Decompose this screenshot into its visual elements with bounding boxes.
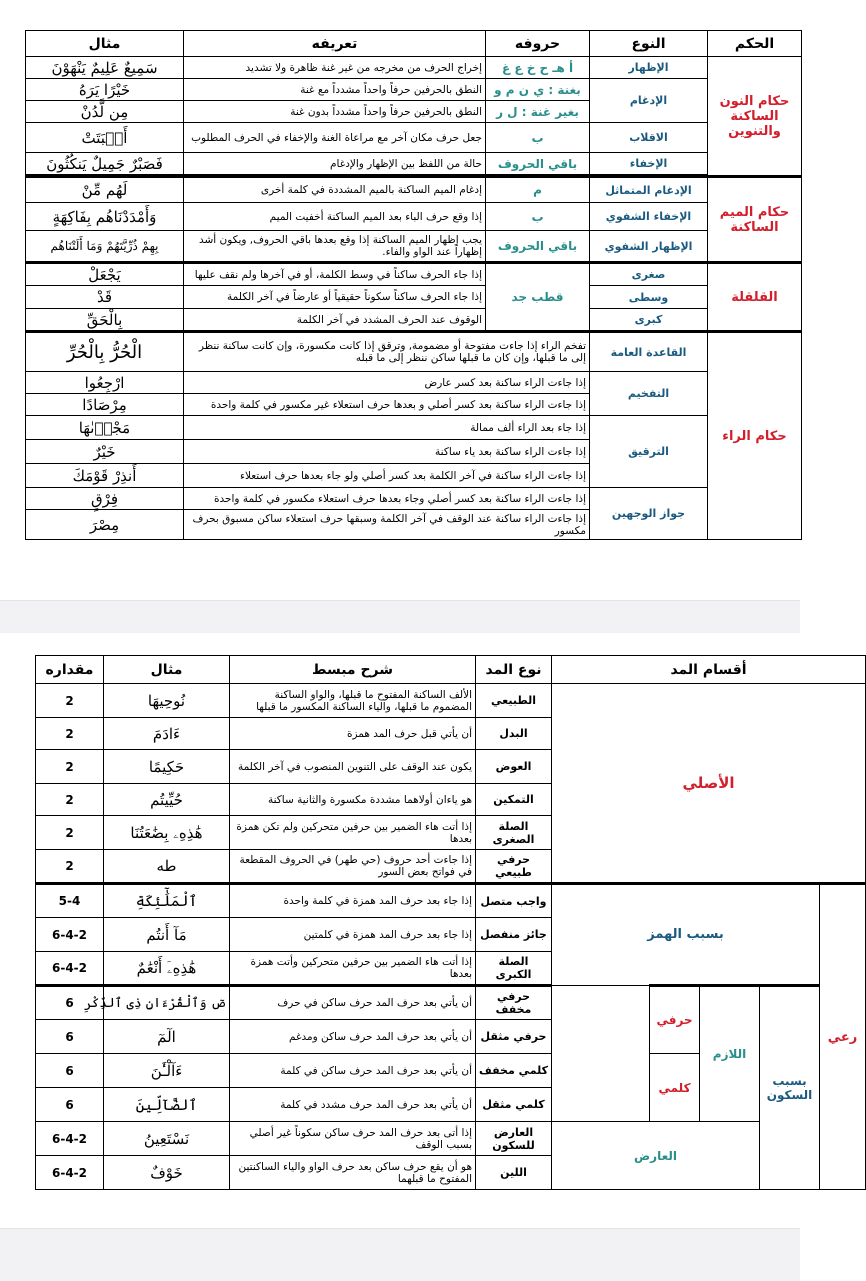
madd-type-cell: حرفي طبيعي xyxy=(476,850,552,884)
type-cell: القاعدة العامة xyxy=(590,332,708,372)
madd-amount-cell: 6 xyxy=(36,986,104,1020)
madd-explanation-cell: إذا أتى بعد حرف المد حرف ساكن سكوناً غير أصلي بسبب الوقف xyxy=(230,1122,476,1156)
letters-cell: بغير غنة : ل ر xyxy=(486,101,590,123)
type-cell: الإدغام xyxy=(590,79,708,123)
definition-cell: إذا وقع حرف الباء بعد الميم الساكنة أخفيت الميم xyxy=(184,203,486,231)
tajweed-sheet-madd xyxy=(0,633,858,1228)
madd-amount-cell: 6-4-2 xyxy=(36,1156,104,1190)
type-cell: الاقلاب xyxy=(590,123,708,153)
table-row xyxy=(36,986,866,1020)
madd-type-cell: العوض xyxy=(476,750,552,784)
madd-type-cell: الصلة الكبرى xyxy=(476,952,552,986)
definition-cell: إذا جاءت الراء ساكنة بعد ياء ساكنة xyxy=(184,440,590,464)
madd-type-cell: كلمي مثقل xyxy=(476,1088,552,1122)
madd-amount-cell: 2 xyxy=(36,850,104,884)
letters-cell: ب xyxy=(486,123,590,153)
madd-example-cell: هَٰذِهِۦ بِضَٰعَتُنَا xyxy=(104,816,230,850)
madd-example-cell: هَٰذِهِۦٓ أَنْعَٰمٌ xyxy=(104,952,230,986)
madd-type-cell: العارض للسكون xyxy=(476,1122,552,1156)
example-cell: بِهِمْ ذُرِّيَّتَهُمْ وَمَا أَلَتْنَاهُم xyxy=(26,231,184,263)
madd-amount-cell: 2 xyxy=(36,750,104,784)
example-cell: لَهُم مِّنْ xyxy=(26,177,184,203)
header-definition: تعريفه xyxy=(184,31,486,57)
madd-type-cell: حرفي مخفف xyxy=(476,986,552,1020)
table-row xyxy=(36,1122,866,1156)
madd-explanation-cell: هو أن يقع حرف ساكن بعد حرف الواو والياء الساكنتين المفتوح ما قبلهما xyxy=(230,1156,476,1190)
example-cell: بِالْحَقِّ xyxy=(26,309,184,332)
group-raa: حكام الراء xyxy=(708,332,802,540)
madd-example-cell: ءَادَمَ xyxy=(104,718,230,750)
table-row xyxy=(26,309,802,332)
definition-cell: الوقوف عند الحرف المشدد في آخر الكلمة xyxy=(184,309,486,332)
example-cell: أَنۢبَتَتْ xyxy=(26,123,184,153)
madd-cause-sukoon: بسبب السكون xyxy=(760,986,820,1190)
madd-amount-cell: 6 xyxy=(36,1088,104,1122)
table-row xyxy=(36,684,866,718)
example-cell: سَمِيعٌ عَلِيمٌ يَنْهَوْنَ xyxy=(26,57,184,79)
table-row xyxy=(26,416,802,440)
type-cell: التفخيم xyxy=(590,372,708,416)
madd-example-cell: ءَآلْـَٰٔنَ xyxy=(104,1054,230,1088)
example-cell: خَيْرًا يَرَهُ xyxy=(26,79,184,101)
type-cell: صغرى xyxy=(590,263,708,286)
table-row xyxy=(26,488,802,510)
example-cell: مَجْرٜىٰهَا xyxy=(26,416,184,440)
madd-example-cell: حُيِّيتُم xyxy=(104,784,230,816)
madd-amount-cell: 6 xyxy=(36,1020,104,1054)
table-row xyxy=(26,153,802,175)
madd-amount-cell: 5-4 xyxy=(36,884,104,918)
table1-header-row xyxy=(26,31,802,57)
madd-example-cell: خَوْفٌ xyxy=(104,1156,230,1190)
madd-amount-cell: 2 xyxy=(36,816,104,850)
madd-explanation-cell: يكون عند الوقف على التنوين المنصوب في آخر الكلمة xyxy=(230,750,476,784)
example-cell: يَجْعَلْ xyxy=(26,263,184,286)
definition-cell: يجب إظهار الميم الساكنة إذا وقع بعدها باقي الحروف, ويكون أشد إظهاراً عند الواو والفاء. xyxy=(184,231,486,263)
madd-amount-cell: 2 xyxy=(36,684,104,718)
group-noon-sakinah: حكام النون الساكنة والتنوين xyxy=(708,57,802,177)
madd-example-cell: الٓمٓ xyxy=(104,1020,230,1054)
definition-cell: النطق بالحرفين حرفاً واحداً مشدداً مع غنة xyxy=(184,79,486,101)
madd-example-cell: صٓ وَٱلْقُرْءَانِ ذِى ٱلذِّكْرِ xyxy=(104,986,230,1020)
madd-example-cell: طه xyxy=(104,850,230,884)
tajweed-sheet-noon-meem-qalqala-raa xyxy=(0,0,800,600)
madd-type-cell: واجب متصل xyxy=(476,884,552,918)
madd-header-row xyxy=(36,656,866,684)
letters-cell: باقي الحروف xyxy=(486,153,590,175)
letters-cell: باقي الحروف xyxy=(486,231,590,263)
definition-cell: إذا جاءت الراء ساكنة في آخر الكلمة بعد كسر أصلي ولو جاء بعدها حرف استعلاء xyxy=(184,464,590,488)
header-amount: مقداره xyxy=(36,656,104,684)
madd-explanation-cell: أن يأتي بعد حرف المد حرف مشدد في كلمة xyxy=(230,1088,476,1122)
type-cell: الإظهار xyxy=(590,57,708,79)
madd-explanation-cell: إذا أتت هاء الضمير بين حرفين متحركين ولم تكن همزة بعدها xyxy=(230,816,476,850)
definition-cell: إذا جاءت الراء ساكنة بعد كسر عارض xyxy=(184,372,590,394)
example-cell: مِرْصَادًا xyxy=(26,394,184,416)
madd-amount-cell: 2 xyxy=(36,718,104,750)
page-bottom-margin xyxy=(0,1228,800,1281)
header-letters: حروفه xyxy=(486,31,590,57)
type-cell: الإخفاء الشفوي xyxy=(590,203,708,231)
madd-type-cell: جائز منفصل xyxy=(476,918,552,952)
group-qalqala: القلقلة xyxy=(708,263,802,332)
madd-example-cell: نَسْتَعِينُ xyxy=(104,1122,230,1156)
header-explanation: شرح مبسط xyxy=(230,656,476,684)
definition-cell: إذا جاء الحرف ساكناً سكوناً حقيقياً أو عارضاً في آخر الكلمة xyxy=(184,286,486,309)
table-row xyxy=(36,884,866,918)
madd-explanation-cell: إذا جاء بعد حرف المد همزة في كلمتين xyxy=(230,918,476,952)
madd-explanation-cell: أن يأتي بعد حرف المد حرف ساكن في حرف xyxy=(230,986,476,1020)
type-cell: الإظهار الشفوي xyxy=(590,231,708,263)
madd-cause-hamz: بسبب الهمز xyxy=(552,884,820,986)
madd-aarid-label: العارض xyxy=(552,1122,760,1190)
madd-amount-cell: 2 xyxy=(36,784,104,816)
madd-type-cell: حرفي مثقل xyxy=(476,1020,552,1054)
table-row xyxy=(26,123,802,153)
table-row xyxy=(26,203,802,231)
example-cell: قَدْ xyxy=(26,286,184,309)
header-divisions: أقسام المد xyxy=(552,656,866,684)
header-type: النوع xyxy=(590,31,708,57)
definition-cell: إذا جاءت الراء ساكنة بعد كسر أصلي و بعدها حرف استعلاء غير مكسور في كلمة واحدة xyxy=(184,394,590,416)
letters-cell: أ هـ ح خ ع غ xyxy=(486,57,590,79)
type-cell: كبرى xyxy=(590,309,708,332)
madd-explanation-cell: إذا جاءت أحد حروف (حي طهر) في الحروف المقطعة في فواتح بعض السور xyxy=(230,850,476,884)
madd-example-cell: حَكِيمًا xyxy=(104,750,230,784)
type-cell: الترقيق xyxy=(590,416,708,488)
example-cell: الْحُرُّ بِالْحُرِّ xyxy=(26,332,184,372)
type-cell: جواز الوجهين xyxy=(590,488,708,540)
definition-cell: تفخم الراء إذا جاءت مفتوحة أو مضمومة, وترقق إذا كانت مكسورة، وإن كانت ساكنة ننظر إلى ما قبلها، وإن كان ما قبلها ساكن ننظر إلى ما قبله xyxy=(184,332,590,372)
example-cell: مِصْرَ xyxy=(26,510,184,540)
definition-cell: إذا جاء بعد الراء ألف ممالة xyxy=(184,416,590,440)
madd-example-cell: ٱلْمَلَٰٓئِكَةِ xyxy=(104,884,230,918)
type-cell: وسطى xyxy=(590,286,708,309)
madd-spacer-cell xyxy=(552,986,650,1122)
example-cell: فَصَبْرٌ جَمِيلٌ يَنكُثُونَ xyxy=(26,153,184,175)
madd-explanation-cell: إذا أتت هاء الضمير بين حرفين متحركين وأتت همزة بعدها xyxy=(230,952,476,986)
table-row xyxy=(26,57,802,79)
definition-cell: إذا جاء الحرف ساكناً في وسط الكلمة، أو في آخرها ولم نقف عليها xyxy=(184,263,486,286)
madd-explanation-cell: أن يأتي قبل حرف المد همزة xyxy=(230,718,476,750)
madd-amount-cell: 6-4-2 xyxy=(36,1122,104,1156)
madd-amount-cell: 6-4-2 xyxy=(36,918,104,952)
header-example: مثال xyxy=(104,656,230,684)
madd-original-label: الأصلي xyxy=(552,684,866,884)
madd-lazim-label: اللازم xyxy=(700,986,760,1122)
definition-cell: إذا جاءت الراء ساكنة عند الوقف في آخر الكلمة وسبقها حرف استعلاء ساكن مسبوق بحرف مكسور xyxy=(184,510,590,540)
madd-example-cell: ٱلضَّآلِّينَ xyxy=(104,1088,230,1122)
example-cell: وَأَمْدَدْنَاهُم بِفَاكِهَةٍ xyxy=(26,203,184,231)
table-row xyxy=(26,79,802,101)
madd-type-cell: البدل xyxy=(476,718,552,750)
header-madd-type: نوع المد xyxy=(476,656,552,684)
madd-amount-cell: 6 xyxy=(36,1054,104,1088)
madd-type-cell: الطبيعي xyxy=(476,684,552,718)
example-cell: فِرْقٍ xyxy=(26,488,184,510)
letters-cell: ب xyxy=(486,203,590,231)
group-meem-sakinah: حكام الميم الساكنة xyxy=(708,177,802,263)
madd-example-cell: نُوحِيهَا xyxy=(104,684,230,718)
madd-secondary-label: رعي xyxy=(820,884,866,1190)
header-ruling: الحكم xyxy=(708,31,802,57)
example-cell: أَنذِرْ قَوْمَكَ xyxy=(26,464,184,488)
madd-explanation-cell: أن يأتي بعد حرف المد حرف ساكن في كلمة xyxy=(230,1054,476,1088)
table-row xyxy=(26,177,802,203)
table-row xyxy=(26,372,802,394)
page-separator xyxy=(0,600,800,634)
table-row xyxy=(26,286,802,309)
madd-amount-cell: 6-4-2 xyxy=(36,952,104,986)
madd-explanation-cell: الألف الساكنة المفتوح ما قبلها، والواو الساكنة المضموم ما قبلها، والياء الساكنة المكسور ما قبلها xyxy=(230,684,476,718)
type-cell: الإدغام المتماثل xyxy=(590,177,708,203)
madd-type-cell: كلمي مخفف xyxy=(476,1054,552,1088)
example-cell: خَيْرٌ xyxy=(26,440,184,464)
letters-cell: م xyxy=(486,177,590,203)
table-row xyxy=(26,231,802,263)
definition-cell: جعل حرف مكان آخر مع مراعاة الغنة والإخفاء في الحرف المطلوب xyxy=(184,123,486,153)
header-example: مثال xyxy=(26,31,184,57)
madd-harfi-label: حرفي xyxy=(650,986,700,1054)
tajweed-table-1 xyxy=(25,30,802,540)
example-cell: مِن لَّدُنْ xyxy=(26,101,184,123)
madd-example-cell: مَآ أَنتُم xyxy=(104,918,230,952)
madd-type-cell: الصلة الصغرى xyxy=(476,816,552,850)
definition-cell: النطق بالحرفين حرفاً واحداً مشدداً بدون غنة xyxy=(184,101,486,123)
definition-cell: إدغام الميم الساكنة بالميم المشددة في كلمة أخرى xyxy=(184,177,486,203)
madd-table xyxy=(35,655,866,1190)
madd-type-cell: التمكين xyxy=(476,784,552,816)
example-cell: ارْجِعُوا xyxy=(26,372,184,394)
table-row xyxy=(26,263,802,286)
definition-cell: إخراج الحرف من مخرجه من غير غنة ظاهرة ولا تشديد xyxy=(184,57,486,79)
letters-cell: قطب جد xyxy=(486,263,590,332)
madd-explanation-cell: هو ياءان أولاهما مشددة مكسورة والثانية ساكنة xyxy=(230,784,476,816)
madd-type-cell: اللين xyxy=(476,1156,552,1190)
definition-cell: حالة من اللفظ بين الإظهار والإدغام xyxy=(184,153,486,175)
type-cell: الإخفاء xyxy=(590,153,708,175)
letters-cell: بغنة : ي ن م و xyxy=(486,79,590,101)
definition-cell: إذا جاءت الراء ساكنة بعد كسر أصلي وجاء بعدها حرف استعلاء مكسور في كلمة واحدة xyxy=(184,488,590,510)
madd-kalimi-label: كلمي xyxy=(650,1054,700,1122)
madd-explanation-cell: أن يأتي بعد حرف المد حرف ساكن ومدغم xyxy=(230,1020,476,1054)
table-row xyxy=(26,332,802,372)
madd-explanation-cell: إذا جاء بعد حرف المد همزة في كلمة واحدة xyxy=(230,884,476,918)
